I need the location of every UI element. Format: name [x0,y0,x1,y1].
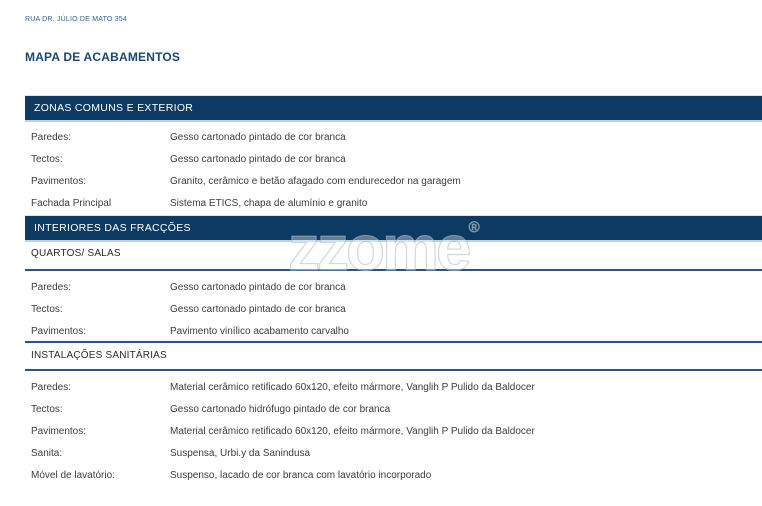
row-value: Granito, cerâmico e betão afagado com endurecedor na garagem [170,175,461,187]
table-row [25,170,762,192]
subsection-heading-instalacoes-sanitarias: INSTALAÇÕES SANITÁRIAS [31,350,167,361]
row-label: Fachada Principal [31,197,112,209]
table-row [25,298,762,320]
row-value: Pavimento vinílico acabamento carvalho [170,325,349,337]
row-value: Gesso cartonado pintado de cor branca [170,281,346,293]
row-value: Material cerâmico retificado 60x120, efeito mármore, Vanglih P Pulido da Baldocer [170,425,535,437]
row-value: Suspensa, Urbi.y da Sanindusa [170,447,311,459]
row-value: Gesso cartonado pintado de cor branca [170,303,346,315]
row-label: Sanita: [31,447,63,459]
row-value: Suspenso, lacado de cor branca com lavatório incorporado [170,469,432,481]
section-banner-label: INTERIORES DAS FRACÇÕES [34,222,191,234]
table-row [25,420,762,442]
subsection-heading-quartos-salas: QUARTOS/ SALAS [31,248,121,259]
row-label: Paredes: [31,381,72,393]
zome-watermark-logo: zzome® [288,212,480,284]
table-row [25,398,762,420]
table-row [25,442,762,464]
table-row [25,464,762,486]
sanitarias-rows [25,376,762,486]
row-label: Móvel de lavatório: [31,469,115,481]
row-label: Tectos: [31,303,63,315]
row-label: Paredes: [31,281,72,293]
row-label: Pavimentos: [31,325,87,337]
quartos-rows [25,276,762,342]
registered-trademark-symbol: ® [468,219,480,236]
section-banner-label: ZONAS COMUNS E EXTERIOR [34,102,194,114]
table-row [25,376,762,398]
row-value: Gesso cartonado pintado de cor branca [170,131,346,143]
row-value: Gesso cartonado hidrófugo pintado de cor branca [170,403,391,415]
row-label: Pavimentos: [31,425,87,437]
row-value: Gesso cartonado pintado de cor branca [170,153,346,165]
table-row [25,276,762,298]
row-label: Paredes: [31,131,72,143]
property-address: RUA DR. JÚLIO DE MATO 354 [25,16,127,23]
divider-line [25,341,762,343]
page-title: MAPA DE ACABAMENTOS [25,50,181,64]
divider-line [25,369,762,371]
table-row [25,148,762,170]
table-row [25,192,762,214]
row-label: Tectos: [31,153,63,165]
row-value: Sistema ETICS, chapa de alumínio e granito [170,197,368,209]
row-label: Tectos: [31,403,63,415]
row-label: Pavimentos: [31,175,87,187]
divider-line [25,269,762,271]
table-row [25,320,762,342]
section-banner-interiores [25,215,762,242]
zonas-rows [25,126,762,214]
section-banner-zonas-comuns [25,95,762,122]
row-value: Material cerâmico retificado 60x120, efeito mármore, Vanglih P Pulido da Baldocer [170,381,535,393]
table-row [25,126,762,148]
